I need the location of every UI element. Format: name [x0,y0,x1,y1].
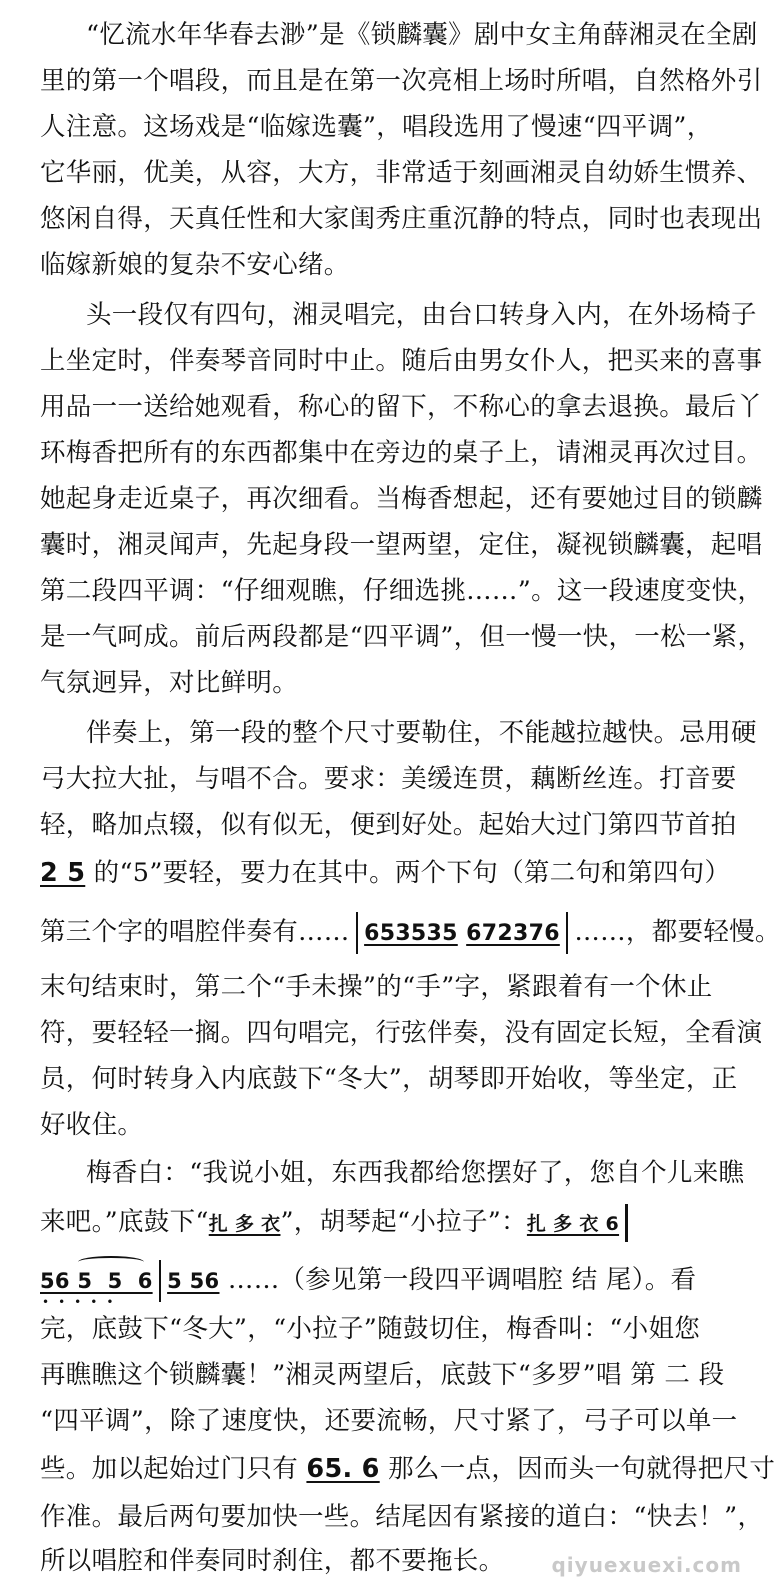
text-line [40,912,781,954]
text-line: 囊时，湘灵闻声，先起身段一望两望，定住，凝视锁麟囊，起唱 [40,530,763,560]
text-line: 里的第一个唱段，而且是在第一次亮相上场时所唱，自然格外引 [40,66,763,96]
text-line: 梅香白：“我说小姐，东西我都给您摆好了，您自个儿来瞧 [86,1158,745,1188]
jianpu-notation: 653535 [364,921,458,946]
text-line: 是一气呵成。前后两段都是“四平调”，但一慢一快，一松一紧， [40,622,764,652]
watermark: qiyuexuexi.com [551,1553,742,1577]
text-segment: ”，胡琴起“小拉子”： [280,1207,527,1237]
text-line: 气氛迥异，对比鲜明。 [40,668,299,698]
text-line: 人注意。这场戏是“临嫁选囊”，唱段选用了慢速“四平调”， [40,112,713,142]
text-line: 轻，略加点辍，似有似无，便到好处。起始大过门第四节首拍 [40,810,737,840]
text-segment: 第三个字的唱腔伴奏有…… [40,917,350,947]
text-line: 上坐定时，伴奏琴音同时中止。随后由男女仆人，把买来的喜事 [40,346,763,376]
text-line [40,856,731,890]
text-segment: ……，都要轻慢。 [574,917,781,947]
jianpu-notation: 2 5 [40,858,86,888]
text-line: 用品一一送给她观看，称心的留下，不称心的拿去退换。最后丫 [40,392,763,422]
text-line: 所以唱腔和伴奏同时刹住，都不要拖长。 [40,1546,505,1576]
text-line: “忆流水年华春去渺”是《锁麟囊》剧中女主角薛湘灵在全剧 [86,20,758,50]
text-line [40,1452,776,1486]
bar-line [566,912,569,954]
text-line: 悠闲自得，天真任性和大家闺秀庄重沉静的特点，同时也表现出 [40,204,763,234]
text-line: 它华丽，优美，从容，大方，非常适于刻画湘灵自幼娇生惯养、 [40,158,763,188]
text-line: 符，要轻轻一搁。四句唱完，行弦伴奏，没有固定长短，全看演 [40,1018,763,1048]
text-line: 环梅香把所有的东西都集中在旁边的桌子上，请湘灵再次过目。 [40,438,763,468]
text-line: 她起身走近桌子，再次细看。当梅香想起，还有要她过目的锁麟 [40,484,763,514]
slur-mark [78,1256,144,1268]
text-line: “四平调”，除了速度快，还要流畅，尺寸紧了，弓子可以单一 [40,1406,738,1436]
text-line: 好收住。 [40,1110,144,1140]
text-segment: 些。加以起始过门只有 [40,1454,299,1484]
text-segment: 来吧。”底鼓下“ [40,1207,209,1237]
text-line: 头一段仅有四句，湘灵唱完，由台口转身入内，在外场椅子 [86,300,757,330]
text-segment: 的“5”要轻，要力在其中。两个下句（第二句和第四句） [93,858,731,888]
text-line [40,1204,720,1242]
text-line: 伴奏上，第一段的整个尺寸要勒住，不能越拉越快。忌用硬 [86,718,757,748]
octave-dots: ••••• [42,1295,123,1309]
jianpu-notation: 672376 [466,921,560,946]
bar-line [356,912,359,954]
text-line: 第二段四平调：“仔细观瞧，仔细选挑……”。这一段速度变快， [40,576,764,606]
drum-syllables: 扎 多 衣 [208,1213,281,1235]
text-line: 末句结束时，第二个“手未操”的“手”字，紧跟着有一个休止 [40,972,713,1002]
text-segment: ……（参见第一段四平调唱腔 结 尾）。看 [227,1265,697,1295]
jianpu-notation: 65. 6 [306,1454,380,1484]
bar-line [625,1204,628,1242]
jianpu-notation: 5 56 [167,1269,220,1293]
text-segment: 那么一点，因而头一句就得把尺寸 [388,1454,776,1484]
text-line: 弓大拉大扯，与唱不合。要求：美缓连贯，藕断丝连。打音要 [40,764,737,794]
bar-line [159,1260,162,1302]
text-line: 再瞧瞧这个锁麟囊！”湘灵两望后，底鼓下“多罗”唱 第 二 段 [40,1360,725,1390]
text-line: 员，何时转身入内底鼓下“冬大”，胡琴即开始收，等坐定，正 [40,1064,738,1094]
drum-syllables: 扎 多 衣 6 [526,1213,620,1235]
text-line: 作准。最后两句要加快一些。结尾因有紧接的道白：“快去！”， [40,1502,764,1532]
text-line: 完，底鼓下“冬大”，“小拉子”随鼓切住，梅香叫：“小姐您 [40,1314,701,1344]
text-line: 临嫁新娘的复杂不安心绪。 [40,250,350,280]
jianpu-notation: 56 5 5 6 [40,1269,153,1293]
